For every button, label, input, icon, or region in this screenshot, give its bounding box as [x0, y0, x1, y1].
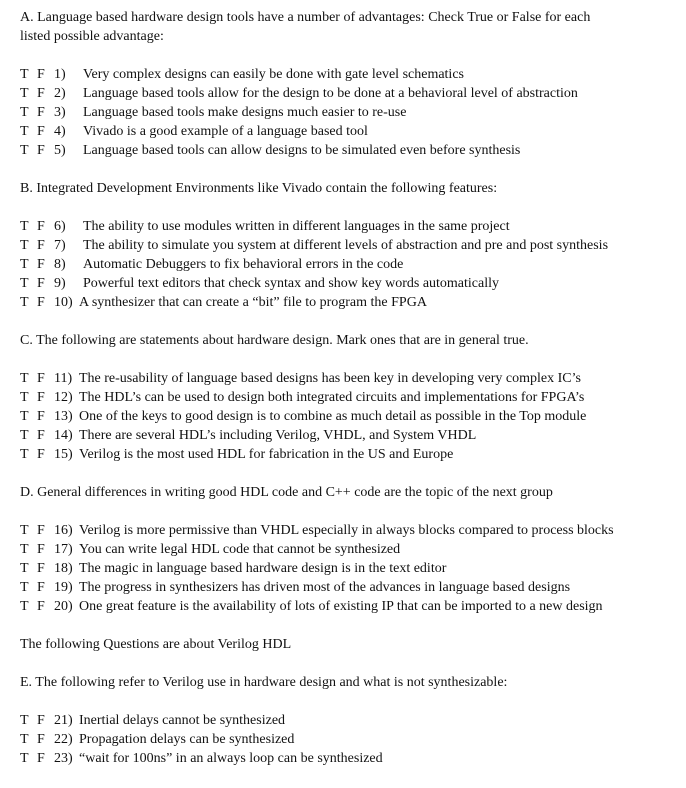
question-text: The re-usability of language based designs has been key in developing very complex IC’s [79, 371, 581, 386]
section-a-heading-line1: A. Language based hardware design tools have a number of advantages: Check True or False for each [20, 10, 591, 25]
question-row [20, 217, 680, 236]
false-option[interactable]: F [37, 105, 45, 120]
true-option[interactable]: T [20, 86, 29, 101]
false-option[interactable]: F [37, 447, 45, 462]
true-option[interactable]: T [20, 428, 29, 443]
section-a-heading [20, 8, 680, 46]
question-number: 11) [54, 371, 73, 386]
question-text: The magic in language based hardware design is in the text editor [79, 561, 447, 576]
true-option[interactable]: T [20, 580, 29, 595]
question-row [20, 521, 680, 540]
question-number: 15) [54, 447, 73, 462]
question-text: The ability to simulate you system at different levels of abstraction and pre and post synthesis [83, 238, 609, 253]
question-number: 9) [54, 276, 66, 291]
question-number: 7) [54, 238, 66, 253]
false-option[interactable]: F [37, 542, 45, 557]
question-number: 2) [54, 86, 66, 101]
true-option[interactable]: T [20, 105, 29, 120]
question-number: 23) [54, 751, 73, 766]
question-text: Inertial delays cannot be synthesized [79, 713, 286, 728]
question-row [20, 578, 680, 597]
true-option[interactable]: T [20, 542, 29, 557]
true-option[interactable]: T [20, 713, 29, 728]
false-option[interactable]: F [37, 143, 45, 158]
false-option[interactable]: F [37, 428, 45, 443]
question-text: You can write legal HDL code that cannot be synthesized [79, 542, 401, 557]
true-option[interactable]: T [20, 219, 29, 234]
question-text: The ability to use modules written in different languages in the same project [83, 219, 510, 234]
question-text: Very complex designs can easily be done with gate level schematics [83, 67, 464, 82]
question-number: 3) [54, 105, 66, 120]
question-text: There are several HDL’s including Verilog, VHDL, and System VHDL [79, 428, 477, 443]
true-option[interactable]: T [20, 238, 29, 253]
section-c-heading: C. The following are statements about hardware design. Mark ones that are in general true. [20, 333, 529, 348]
true-option[interactable]: T [20, 276, 29, 291]
question-row [20, 407, 680, 426]
section-d-questions [20, 521, 680, 616]
true-option[interactable]: T [20, 409, 29, 424]
false-option[interactable]: F [37, 257, 45, 272]
section-d [20, 483, 680, 616]
true-option[interactable]: T [20, 523, 29, 538]
question-text: Language based tools can allow designs to be simulated even before synthesis [83, 143, 521, 158]
false-option[interactable]: F [37, 124, 45, 139]
question-row [20, 540, 680, 559]
question-row [20, 388, 680, 407]
question-row [20, 122, 680, 141]
question-row [20, 711, 680, 730]
question-text: One of the keys to good design is to combine as much detail as possible in the Top module [79, 409, 587, 424]
question-number: 17) [54, 542, 73, 557]
question-number: 10) [54, 295, 73, 310]
section-a-heading-line2: listed possible advantage: [20, 29, 164, 44]
question-text: A synthesizer that can create a “bit” file to program the FPGA [79, 295, 427, 310]
false-option[interactable]: F [37, 219, 45, 234]
true-option[interactable]: T [20, 751, 29, 766]
question-text: “wait for 100ns” in an always loop can be synthesized [79, 751, 383, 766]
question-text: Propagation delays can be synthesized [79, 732, 295, 747]
false-option[interactable]: F [37, 751, 45, 766]
false-option[interactable]: F [37, 580, 45, 595]
true-option[interactable]: T [20, 143, 29, 158]
question-text: One great feature is the availability of lots of existing IP that can be imported to a new design [79, 599, 603, 614]
question-number: 12) [54, 390, 73, 405]
section-b-heading: B. Integrated Development Environments like Vivado contain the following features: [20, 181, 498, 196]
true-option[interactable]: T [20, 371, 29, 386]
section-c [20, 331, 680, 464]
true-option[interactable]: T [20, 599, 29, 614]
true-option[interactable]: T [20, 561, 29, 576]
question-number: 14) [54, 428, 73, 443]
true-option[interactable]: T [20, 390, 29, 405]
false-option[interactable]: F [37, 390, 45, 405]
section-e [20, 673, 680, 768]
question-row [20, 274, 680, 293]
false-option[interactable]: F [37, 276, 45, 291]
section-e-heading: E. The following refer to Verilog use in hardware design and what is not synthesizable: [20, 675, 508, 690]
false-option[interactable]: F [37, 713, 45, 728]
question-number: 22) [54, 732, 73, 747]
section-d-heading: D. General differences in writing good HDL code and C++ code are the topic of the next group [20, 485, 553, 500]
question-row [20, 84, 680, 103]
section-c-questions [20, 369, 680, 464]
false-option[interactable]: F [37, 409, 45, 424]
question-number: 5) [54, 143, 66, 158]
false-option[interactable]: F [37, 238, 45, 253]
question-number: 18) [54, 561, 73, 576]
question-row [20, 103, 680, 122]
section-a-questions [20, 65, 680, 160]
question-row [20, 749, 680, 768]
question-text: Verilog is the most used HDL for fabrication in the US and Europe [79, 447, 454, 462]
question-text: Language based tools allow for the design to be done at a behavioral level of abstraction [83, 86, 578, 101]
question-row [20, 426, 680, 445]
verilog-note: The following Questions are about Verilog HDL [20, 637, 292, 652]
false-option[interactable]: F [37, 599, 45, 614]
false-option[interactable]: F [37, 732, 45, 747]
question-text: Automatic Debuggers to fix behavioral errors in the code [83, 257, 404, 272]
question-number: 21) [54, 713, 73, 728]
false-option[interactable]: F [37, 371, 45, 386]
false-option[interactable]: F [37, 86, 45, 101]
true-option[interactable]: T [20, 124, 29, 139]
true-option[interactable]: T [20, 447, 29, 462]
section-b [20, 179, 680, 312]
true-option[interactable]: T [20, 295, 29, 310]
question-row [20, 597, 680, 616]
question-text: The HDL’s can be used to design both integrated circuits and implementations for FPGA’s [79, 390, 585, 405]
false-option[interactable]: F [37, 523, 45, 538]
question-number: 4) [54, 124, 66, 139]
question-row [20, 445, 680, 464]
question-number: 20) [54, 599, 73, 614]
question-row [20, 293, 680, 312]
section-e-questions [20, 711, 680, 768]
question-row [20, 255, 680, 274]
question-text: The progress in synthesizers has driven most of the advances in language based designs [79, 580, 571, 595]
true-option[interactable]: T [20, 67, 29, 82]
quiz-document [20, 8, 680, 768]
question-text: Powerful text editors that check syntax and show key words automatically [83, 276, 500, 291]
question-text: Vivado is a good example of a language based tool [83, 124, 368, 139]
true-option[interactable]: T [20, 257, 29, 272]
question-row [20, 369, 680, 388]
question-number: 1) [54, 67, 66, 82]
false-option[interactable]: F [37, 295, 45, 310]
question-row [20, 559, 680, 578]
false-option[interactable]: F [37, 67, 45, 82]
question-row [20, 236, 680, 255]
question-number: 16) [54, 523, 73, 538]
section-b-questions [20, 217, 680, 312]
question-number: 13) [54, 409, 73, 424]
question-text: Language based tools make designs much easier to re-use [83, 105, 407, 120]
question-number: 6) [54, 219, 66, 234]
question-text: Verilog is more permissive than VHDL especially in always blocks compared to process blocks [79, 523, 614, 538]
question-row [20, 141, 680, 160]
section-a [20, 8, 680, 160]
question-row [20, 65, 680, 84]
question-number: 8) [54, 257, 66, 272]
question-number: 19) [54, 580, 73, 595]
false-option[interactable]: F [37, 561, 45, 576]
question-row [20, 730, 680, 749]
true-option[interactable]: T [20, 732, 29, 747]
